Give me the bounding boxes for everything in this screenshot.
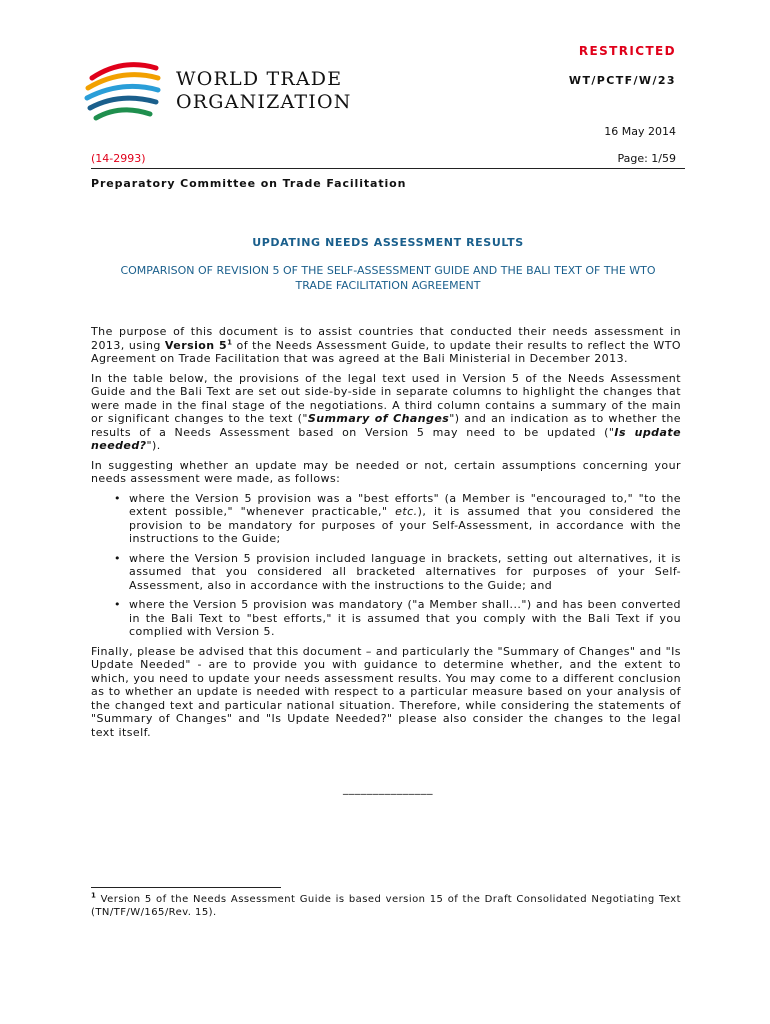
org-name-line2: ORGANIZATION xyxy=(176,91,352,113)
text-run: of the Needs Assessment Guide, to update their results to reflect the WTO Agreement on Trade Facilitation that was agreed at the Bali Ministerial in December 2013. xyxy=(91,338,681,365)
document-symbol: WT/PCTF/W/23 xyxy=(568,74,676,87)
text-run: The purpose of this document is to assist countries that conducted their needs assessment in 2013, using xyxy=(91,325,681,352)
document-number: (14-2993) xyxy=(91,152,146,165)
text-run: In the table below, the provisions of the legal text used in Version 5 of the Needs Assessment Guide and the Bali Text are set out side-by-side in separate columns to highlight the changes that were made in the final stage of the negotiations. A third column contains a summary of the main or significant changes to the text (" xyxy=(91,371,681,425)
list-item xyxy=(91,598,681,639)
assumptions-list xyxy=(91,492,681,639)
document-date: 16 May 2014 xyxy=(604,125,676,138)
document-body xyxy=(91,325,681,745)
footnote xyxy=(91,893,681,919)
page-number: Page: 1/59 xyxy=(617,152,676,165)
paragraph-purpose xyxy=(91,325,681,366)
committee-name: Preparatory Committee on Trade Facilitation xyxy=(91,177,407,190)
list-item xyxy=(91,492,681,546)
bullet-icon: • xyxy=(114,491,121,505)
text-run: ") and an indication as to whether the results of a Needs Assessment based on Version 5 may need to be updated (" xyxy=(91,412,681,439)
restricted-label: RESTRICTED xyxy=(578,44,676,58)
paragraph-advice: Finally, please be advised that this document – and particularly the "Summary of Changes" and "Is Update Needed" - are to provide you with guidance to determine whether, and the extent to which, you need to update your needs assessment results. You may come to a different conclusion as to whether an update is needed with respect to a particular measure based on your analysis of the changed text and particular national situation. Therefore, while considering the statements of "Summary of Changes" and "Is Update Needed?" please also consider the changes to the legal text itself. xyxy=(91,644,681,739)
wto-logo xyxy=(84,58,352,130)
paragraph-assumptions: In suggesting whether an update may be needed or not, certain assumptions concerning your needs assessment were made, as follows: xyxy=(91,458,681,485)
paragraph-table-description xyxy=(91,372,681,453)
text-run: where the Version 5 provision was mandatory ("a Member shall...") and has been converted in the Bali Text to "best efforts," it is assumed that you comply with the Bali Text if you complied with Version 5. xyxy=(129,598,681,638)
text-run: where the Version 5 provision included language in brackets, setting out alternatives, it is assumed that you considered all bracketed alternatives for purposes of your Self-Assessment, also in accordance with the instructions to the Guide; and xyxy=(129,551,681,592)
emphasis-version: Version 5 xyxy=(164,338,228,352)
text-run: where the Version 5 provision was a "best efforts" (a Member is "encouraged to," "to the extent possible," "whenever practicable," xyxy=(129,491,681,518)
section-separator: _______________ xyxy=(343,782,433,795)
wto-wordmark xyxy=(176,68,352,114)
footnote-text: Version 5 of the Needs Assessment Guide is based version 15 of the Draft Consolidated Negotiating Text (TN/TF/W/165/Rev. 15). xyxy=(91,894,681,918)
header-divider xyxy=(91,168,685,169)
org-name-line1: WORLD TRADE xyxy=(176,68,343,90)
footnote-reference[interactable]: 1 xyxy=(227,337,233,346)
document-subtitle: COMPARISON OF REVISION 5 OF THE SELF-ASSESSMENT GUIDE AND THE BALI TEXT OF THE WTO TRADE FACILITATION AGREEMENT xyxy=(120,264,656,292)
document-title: UPDATING NEEDS ASSESSMENT RESULTS xyxy=(252,236,524,249)
footnote-divider xyxy=(91,887,281,888)
wto-logo-icon xyxy=(84,58,164,130)
bullet-icon: • xyxy=(114,598,121,611)
bullet-icon: • xyxy=(114,551,121,565)
footnote-mark: 1 xyxy=(91,891,97,900)
list-item xyxy=(91,552,681,593)
emphasis-is-update-needed: Is update needed? xyxy=(91,425,681,452)
emphasis-etc: etc. xyxy=(395,505,418,518)
emphasis-summary-of-changes: Summary of Changes xyxy=(307,412,450,425)
text-run: ), it is assumed that you considered the provision to be mandatory for purposes of your Self-Assessment, in accordance with the instructions to the Guide; xyxy=(129,505,681,545)
text-run: "). xyxy=(146,439,161,452)
